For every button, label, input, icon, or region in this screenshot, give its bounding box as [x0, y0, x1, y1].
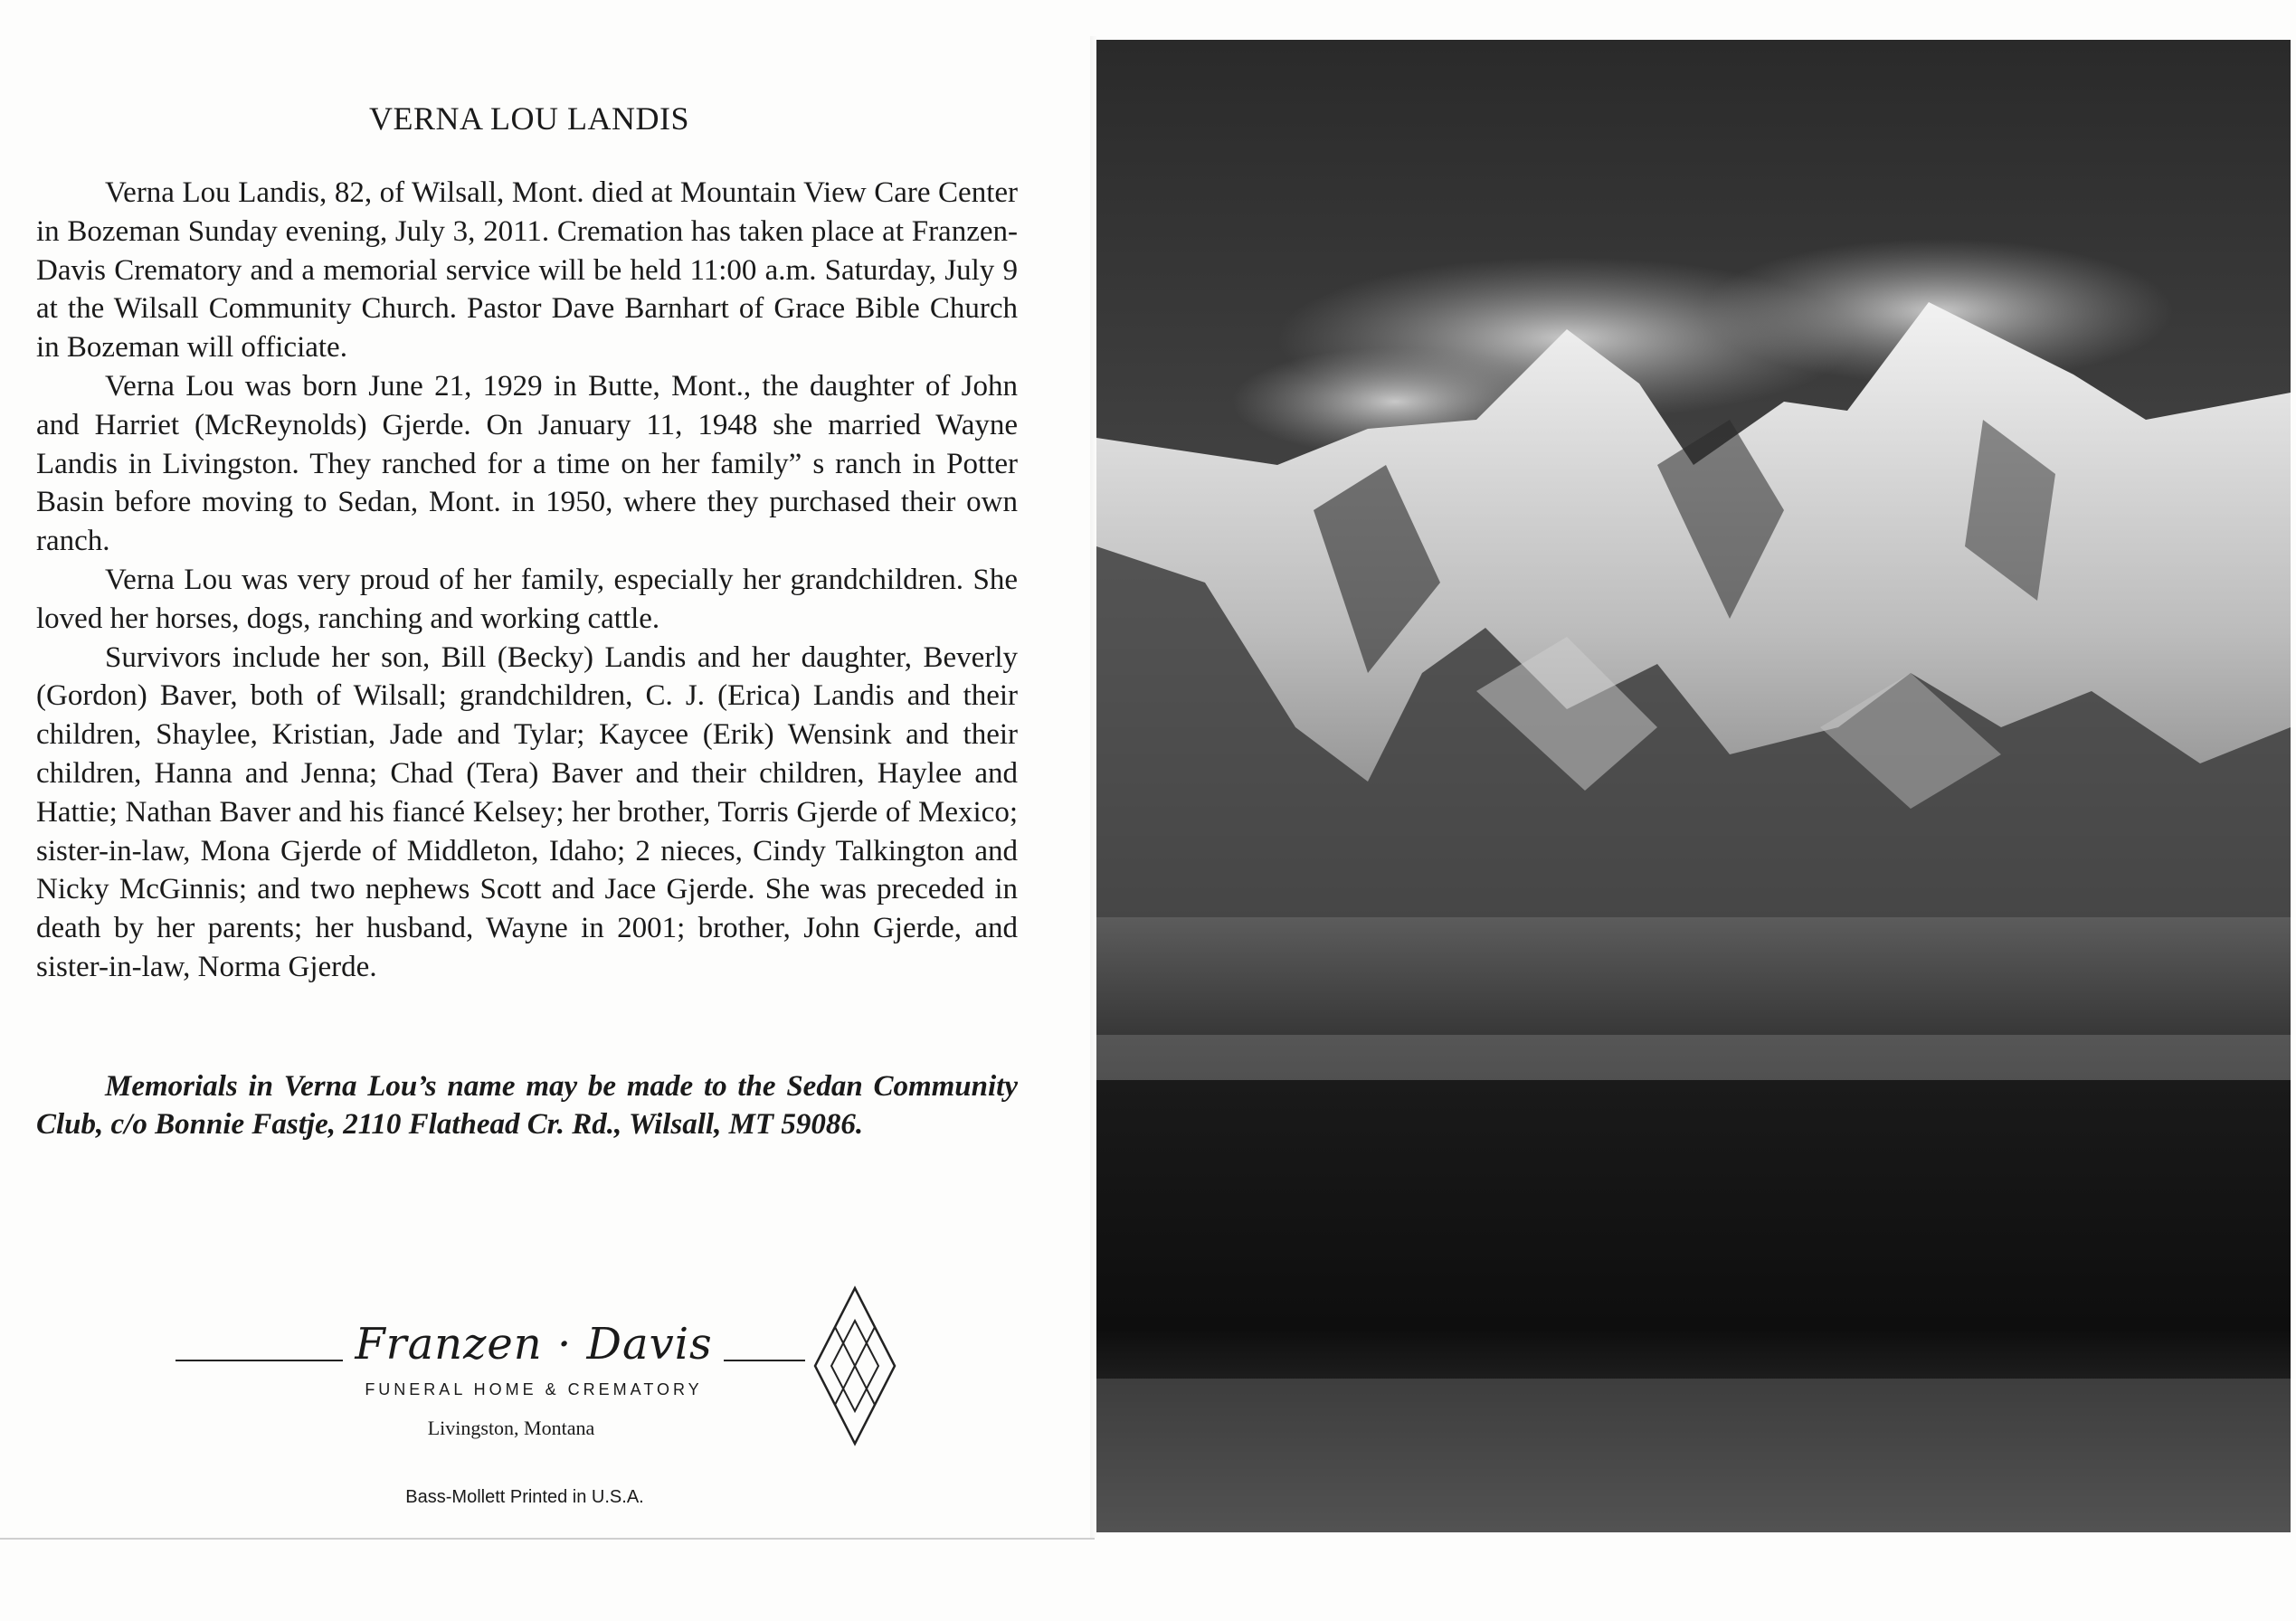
card-bottom-edge	[0, 1538, 1095, 1540]
funeral-home-subtitle: FUNERAL HOME & CREMATORY	[365, 1380, 703, 1398]
mountain-landscape-image	[1096, 40, 2291, 1532]
funeral-home-location: Livingston, Montana	[427, 1417, 595, 1439]
obituary-page	[0, 0, 1095, 1538]
diamond-lattice-icon	[810, 1284, 900, 1447]
obituary-paragraph-3: Verna Lou was very proud of her family, especially her grandchildren. She loved her horses, dogs, ranching and working cattle.	[36, 563, 1018, 635]
obituary-paragraph-1: Verna Lou Landis, 82, of Wilsall, Mont. died at Mountain View Care Center in Bozeman Sunday evening, July 3, 2011. Cremation has taken place at Franzen-Davis Crematory and a memorial service will be held 11:00 a.m. Saturday, July 9 at the Wilsall Community Church. Pastor Dave Barnhart of Grace Bible Church in Bozeman will officiate.	[36, 176, 1018, 365]
obituary-body	[36, 174, 1018, 987]
memorial-note: Memorials in Verna Lou’s name may be made to the Sedan Community Club, c/o Bonnie Fastje, 2110 Flathead Cr. Rd., Wilsall, MT 59086.	[36, 1070, 1018, 1141]
obituary-paragraph-2: Verna Lou was born June 21, 1929 in Butte, Mont., the daughter of John and Harriet (McReynolds) Gjerde. On January 11, 1948 she married Wayne Landis in Livingston. They ranched for a time on her family” s ranch in Potter Basin before moving to Sedan, Mont. in 1950, where they purchased their own ranch.	[36, 369, 1018, 558]
logo-rule-right	[724, 1360, 805, 1361]
printer-credit: Bass-Mollett Printed in U.S.A.	[405, 1487, 644, 1507]
funeral-home-name: Franzen · Davis	[355, 1319, 713, 1370]
obituary-paragraph-4: Survivors include her son, Bill (Becky) Landis and her daughter, Beverly (Gordon) Baver, both of Wilsall; grandchildren, C. J. (Erica) Landis and their children, Shaylee, Kristian, Jade and Tylar; Kaycee (Erik) Wensink and their children, Hanna and Jenna; Chad (Tera) Baver and their children, Haylee and Hattie; Nathan Baver and his fiancé Kelsey; her brother, Torris Gjerde of Mexico; sister-in-law, Mona Gjerde of Middleton, Idaho; 2 nieces, Cindy Talkington and Nicky McGinnis; and two nephews Scott and Jace Gjerde. She was preceded in death by her parents; her husband, Wayne in 2001; brother, John Gjerde, and sister-in-law, Norma Gjerde.	[36, 640, 1018, 983]
logo-rule-left	[176, 1360, 343, 1361]
obituary-title: VERNA LOU LANDIS	[369, 100, 689, 137]
